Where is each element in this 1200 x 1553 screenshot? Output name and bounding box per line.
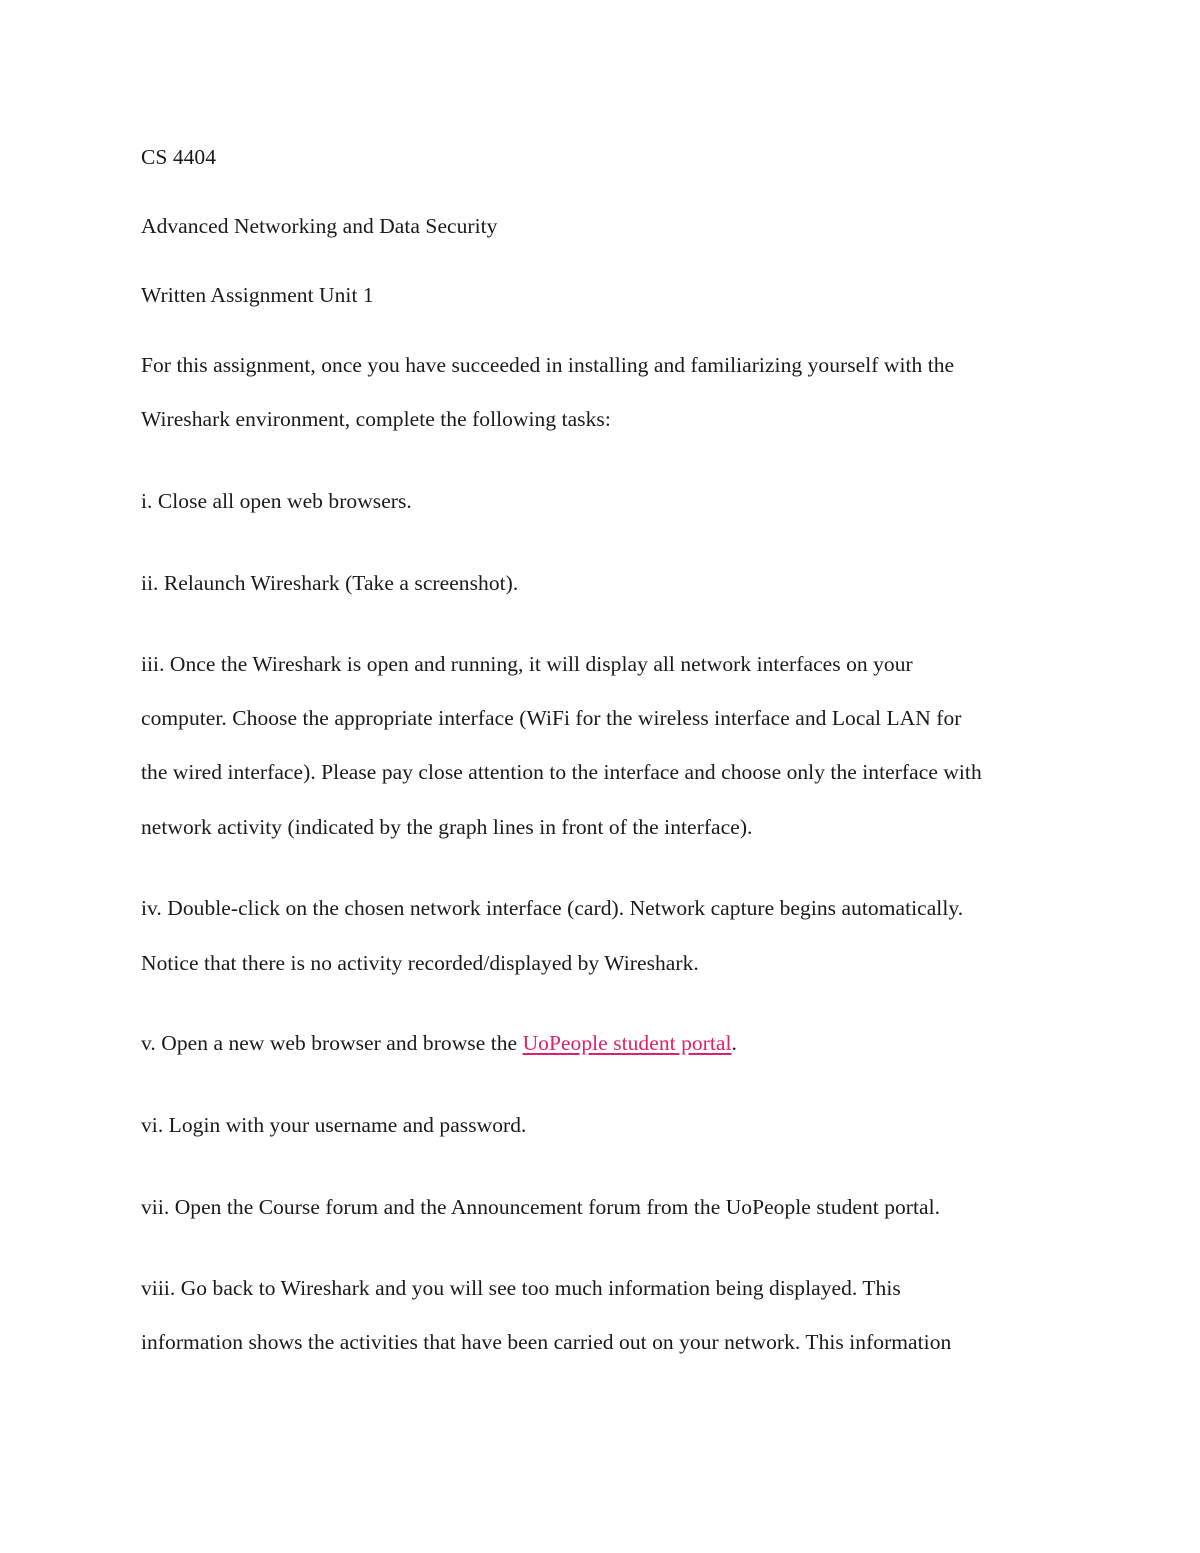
task-iii-line-1: iii. Once the Wireshark is open and running, it will display all network interfaces on your — [141, 652, 913, 676]
task-viii-line-1: viii. Go back to Wireshark and you will see too much information being displayed. This — [141, 1276, 901, 1300]
intro-line-1: For this assignment, once you have succeeded in installing and familiarizing yourself with the — [141, 353, 955, 377]
task-vii: vii. Open the Course forum and the Announcement forum from the UoPeople student portal. — [141, 1195, 941, 1219]
course-code: CS 4404 — [141, 145, 217, 169]
task-v-suffix: . — [731, 1031, 737, 1055]
assignment-title: Written Assignment Unit 1 — [141, 283, 374, 307]
intro-line-2: Wireshark environment, complete the following tasks: — [141, 407, 611, 431]
task-ii: ii. Relaunch Wireshark (Take a screenshot). — [141, 571, 519, 595]
uopeople-student-portal-link[interactable]: UoPeople student portal — [522, 1031, 732, 1055]
task-iii-line-2: computer. Choose the appropriate interface (WiFi for the wireless interface and Local LAN for — [141, 706, 962, 730]
task-iv-line-2: Notice that there is no activity recorded/displayed by Wireshark. — [141, 951, 699, 975]
task-i: i. Close all open web browsers. — [141, 489, 412, 513]
task-viii-line-2: information shows the activities that have been carried out on your network. This information — [141, 1330, 952, 1354]
task-v-prefix: v. Open a new web browser and browse the — [141, 1031, 523, 1055]
course-title: Advanced Networking and Data Security — [141, 214, 498, 238]
task-vi: vi. Login with your username and password. — [141, 1113, 527, 1137]
task-v — [141, 1030, 737, 1056]
task-iii-line-3: the wired interface). Please pay close attention to the interface and choose only the interface with — [141, 760, 982, 784]
task-iii-line-4: network activity (indicated by the graph lines in front of the interface). — [141, 815, 753, 839]
task-iv-line-1: iv. Double-click on the chosen network interface (card). Network capture begins automatically. — [141, 896, 964, 920]
